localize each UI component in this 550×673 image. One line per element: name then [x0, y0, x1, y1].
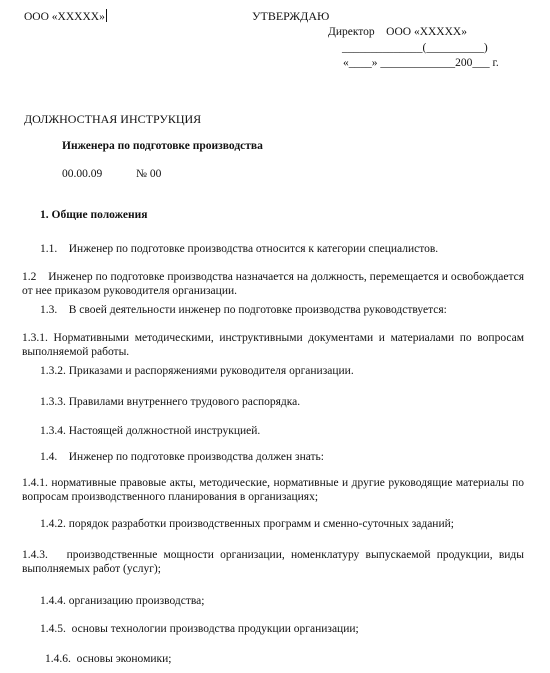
paragraph-1-2: 1.2 Инженер по подготовке производства назначается на должность, перемещается и освобождается от нее приказом руководителя организации.: [22, 271, 527, 297]
paragraph-1-4: 1.4. Инженер по подготовке производства должен знать:: [40, 451, 325, 463]
document-title: ДОЛЖНОСТНАЯ ИНСТРУКЦИЯ: [24, 112, 202, 126]
paragraph-1-4-2: 1.4.2. порядок разработки производственных программ и сменно-суточных заданий;: [40, 518, 454, 530]
document-number: № 00: [136, 168, 162, 180]
paragraph-1-3-3: 1.3.3. Правилами внутреннего трудового распорядка.: [40, 396, 301, 408]
document-code: 00.00.09: [62, 168, 103, 180]
paragraph-1-4-3: 1.4.3. производственные мощности организации, номенклатуру выпускаемой продукции, виды выполняемых работ (услуг);: [22, 549, 527, 575]
signature-line: ______________(__________): [342, 42, 488, 54]
approval-date-line: «____» _____________200___ г.: [343, 57, 499, 69]
paragraph-1-3-2: 1.3.2. Приказами и распоряжениями руководителя организации.: [40, 365, 354, 377]
organization-name-text: ООО «ХXXXX»: [24, 11, 105, 23]
document-subtitle: Инженера по подготовке производства: [62, 140, 263, 152]
organization-name[interactable]: [24, 9, 107, 24]
paragraph-1-3-4: 1.3.4. Настоящей должностной инструкцией.: [40, 425, 261, 437]
paragraph-1-4-4: 1.4.4. организацию производства;: [40, 595, 205, 607]
paragraph-1-3-1: 1.3.1. Нормативными методическими, инструктивными документами и материалами по вопросам выполняемой работы.: [22, 332, 524, 358]
paragraph-1-4-1: 1.4.1. нормативные правовые акты, методические, нормативные и другие руководящие материалы по вопросам производственного планирования в организациях;: [22, 477, 524, 503]
paragraph-1-4-6: 1.4.6. основы экономики;: [45, 653, 172, 665]
director-line: Директор ООО «ХXXXX»: [328, 26, 467, 38]
section-heading: 1. Общие положения: [40, 209, 148, 221]
text-cursor: [106, 9, 107, 22]
paragraph-1-4-5: 1.4.5. основы технологии производства продукции организации;: [40, 623, 359, 635]
approval-heading: УТВЕРЖДАЮ: [252, 9, 330, 23]
paragraph-1-1: 1.1. Инженер по подготовке производства относится к категории специалистов.: [40, 243, 439, 255]
paragraph-1-3: 1.3. В своей деятельности инженер по подготовке производства руководствуется:: [40, 304, 447, 316]
